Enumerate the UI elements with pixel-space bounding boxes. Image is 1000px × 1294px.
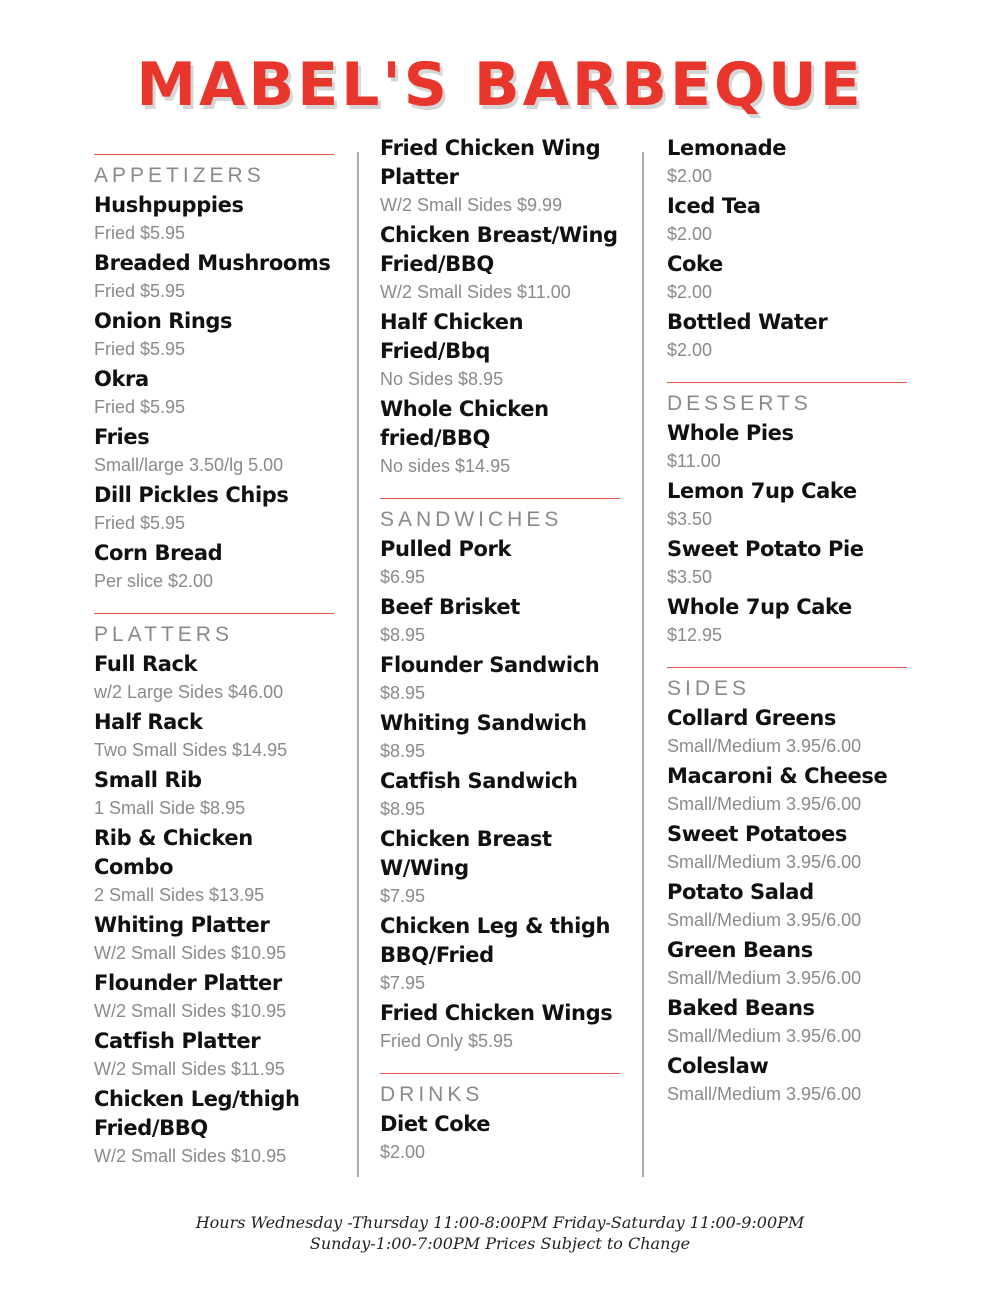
menu-item-price: Small/Medium 3.95/6.00	[667, 1084, 862, 1104]
menu-item-price: w/2 Large Sides $46.00	[94, 682, 284, 702]
menu-item	[380, 535, 620, 591]
menu-item	[667, 820, 907, 876]
menu-item-price: 1 Small Side $8.95	[94, 798, 246, 818]
section-title: SIDES	[667, 677, 751, 700]
menu-item	[94, 481, 334, 537]
menu-item-name: Potato Salad	[667, 880, 814, 904]
menu-item-name: Bottled Water	[667, 310, 828, 334]
menu-item-price: Fried $5.95	[94, 223, 186, 243]
menu-item-name: Rib & Chicken Combo	[94, 826, 253, 879]
column-divider	[357, 152, 359, 1177]
menu-item	[94, 766, 334, 822]
menu-item-name: Whole 7up Cake	[667, 595, 852, 619]
menu-item-name: Fries	[94, 425, 150, 449]
section-drinks	[380, 1073, 620, 1166]
menu-item-name: Catfish Platter	[94, 1029, 261, 1053]
menu-item	[667, 477, 907, 533]
menu-item-name: Whole Pies	[667, 421, 794, 445]
menu-item-price: Fried $5.95	[94, 281, 186, 301]
menu-item-name: Collard Greens	[667, 706, 837, 730]
menu-item-name: Onion Rings	[94, 309, 233, 333]
menu-item-name: Corn Bread	[94, 541, 223, 565]
footer-line-1: Hours Wednesday -Thursday 11:00-8:00PM Friday-Saturday 11:00-9:00PM	[195, 1213, 805, 1232]
section-platters	[94, 613, 334, 1170]
menu-item-price: No Sides $8.95	[380, 369, 504, 389]
menu-item	[94, 1027, 334, 1083]
menu-item	[380, 134, 620, 219]
menu-column-2	[380, 134, 620, 1168]
menu-item-name: Chicken Breast W/Wing	[380, 827, 552, 880]
menu-item	[667, 250, 907, 306]
section-sides	[667, 667, 907, 1108]
menu-item-price: W/2 Small Sides $9.99	[380, 195, 563, 215]
menu-item-name: Whole Chicken fried/BBQ	[380, 397, 549, 450]
section-title: DESSERTS	[667, 392, 812, 415]
section-sandwiches	[380, 498, 620, 1055]
menu-item-name: Half Chicken Fried/Bbq	[380, 310, 524, 363]
menu-item-price: Fried $5.95	[94, 397, 186, 417]
menu-item	[94, 365, 334, 421]
menu-item	[94, 307, 334, 363]
menu-item	[667, 878, 907, 934]
menu-item-price: $3.50	[667, 509, 713, 529]
menu-item-price: W/2 Small Sides $10.95	[94, 1146, 287, 1166]
menu-item	[667, 308, 907, 364]
menu-item-price: Per slice $2.00	[94, 571, 214, 591]
menu-item-price: $3.50	[667, 567, 713, 587]
menu-item-name: Small Rib	[94, 768, 202, 792]
menu-item	[380, 767, 620, 823]
menu-item-price: W/2 Small Sides $10.95	[94, 1001, 287, 1021]
menu-item	[94, 650, 334, 706]
column-divider	[642, 152, 644, 1177]
menu-item-price: $8.95	[380, 741, 426, 761]
menu-item-name: Pulled Pork	[380, 537, 512, 561]
menu-item	[667, 936, 907, 992]
hours-footer	[0, 1212, 1000, 1254]
menu-item-name: Okra	[94, 367, 149, 391]
menu-item-price: Small/large 3.50/lg 5.00	[94, 455, 284, 475]
menu-item-price: Small/Medium 3.95/6.00	[667, 968, 862, 988]
section-continued	[667, 134, 907, 364]
menu-item-price: Two Small Sides $14.95	[94, 740, 288, 760]
menu-item-price: $8.95	[380, 683, 426, 703]
menu-item	[667, 134, 907, 190]
menu-item	[380, 395, 620, 480]
menu-item-price: $2.00	[380, 1142, 426, 1162]
menu-item	[667, 994, 907, 1050]
section-title: DRINKS	[380, 1083, 484, 1106]
menu-item-name: Whiting Sandwich	[380, 711, 587, 735]
menu-item-price: No sides $14.95	[380, 456, 511, 476]
section-continued	[380, 134, 620, 480]
menu-item-name: Fried Chicken Wings	[380, 1001, 613, 1025]
menu-item-price: Fried $5.95	[94, 513, 186, 533]
menu-item-price: W/2 Small Sides $11.95	[94, 1059, 285, 1079]
menu-item	[667, 704, 907, 760]
menu-item-name: Full Rack	[94, 652, 198, 676]
menu-item	[667, 192, 907, 248]
menu-item-price: $8.95	[380, 625, 426, 645]
menu-item-name: Chicken Leg/thigh Fried/BBQ	[94, 1087, 300, 1140]
menu-item-price: $7.95	[380, 886, 426, 906]
section-desserts	[667, 382, 907, 649]
menu-item-name: Sweet Potatoes	[667, 822, 847, 846]
menu-item-name: Flounder Platter	[94, 971, 282, 995]
menu-item	[94, 969, 334, 1025]
section-appetizers	[94, 154, 334, 595]
menu-column-1	[94, 134, 334, 1172]
menu-item-price: Small/Medium 3.95/6.00	[667, 1026, 862, 1046]
menu-item-name: Fried Chicken Wing Platter	[380, 136, 601, 189]
menu-item	[380, 651, 620, 707]
menu-item-price: $2.00	[667, 340, 713, 360]
menu-item	[667, 419, 907, 475]
menu-item-price: $7.95	[380, 973, 426, 993]
menu-item	[380, 825, 620, 910]
menu-item	[94, 911, 334, 967]
menu-title: MABEL'S BARBEQUE	[136, 50, 864, 120]
menu-item-price: $2.00	[667, 166, 713, 186]
menu-item-name: Lemonade	[667, 136, 787, 160]
menu-item	[667, 593, 907, 649]
menu-item	[667, 535, 907, 591]
menu-item-price: Small/Medium 3.95/6.00	[667, 794, 862, 814]
menu-item	[380, 593, 620, 649]
menu-column-3	[667, 134, 907, 1110]
menu-item	[380, 221, 620, 306]
menu-item-price: $2.00	[667, 282, 713, 302]
menu-item	[667, 1052, 907, 1108]
menu-item-name: Green Beans	[667, 938, 813, 962]
menu-item-name: Iced Tea	[667, 194, 761, 218]
menu-item-name: Hushpuppies	[94, 193, 244, 217]
menu-item-price: Small/Medium 3.95/6.00	[667, 852, 862, 872]
menu-item-name: Coke	[667, 252, 723, 276]
menu-item-name: Sweet Potato Pie	[667, 537, 864, 561]
menu-item-price: Small/Medium 3.95/6.00	[667, 910, 862, 930]
menu-item-name: Catfish Sandwich	[380, 769, 578, 793]
menu-item-name: Half Rack	[94, 710, 203, 734]
menu-item-name: Macaroni & Cheese	[667, 764, 888, 788]
section-title: APPETIZERS	[94, 164, 265, 187]
menu-item-name: Coleslaw	[667, 1054, 769, 1078]
menu-item	[667, 762, 907, 818]
menu-item	[94, 191, 334, 247]
menu-item	[94, 539, 334, 595]
menu-item-price: $8.95	[380, 799, 426, 819]
menu-item-name: Beef Brisket	[380, 595, 520, 619]
menu-item	[94, 708, 334, 764]
menu-item-name: Dill Pickles Chips	[94, 483, 289, 507]
menu-item-price: W/2 Small Sides $11.00	[380, 282, 571, 302]
menu-item-price: $12.95	[667, 625, 723, 645]
menu-item	[380, 999, 620, 1055]
menu-item-price: Small/Medium 3.95/6.00	[667, 736, 862, 756]
menu-item	[94, 249, 334, 305]
menu-item-price: $11.00	[667, 451, 721, 471]
menu-item-name: Chicken Leg & thigh BBQ/Fried	[380, 914, 611, 967]
menu-item-name: Whiting Platter	[94, 913, 270, 937]
menu-item	[380, 1110, 620, 1166]
menu-item-name: Baked Beans	[667, 996, 815, 1020]
menu-item-name: Lemon 7up Cake	[667, 479, 857, 503]
menu-item-name: Diet Coke	[380, 1112, 491, 1136]
menu-item	[94, 824, 334, 909]
section-title: PLATTERS	[94, 623, 233, 646]
menu-item-name: Flounder Sandwich	[380, 653, 600, 677]
menu-item-price: $6.95	[380, 567, 426, 587]
menu-item-name: Chicken Breast/Wing Fried/BBQ	[380, 223, 618, 276]
menu-item-price: Fried $5.95	[94, 339, 186, 359]
menu-item	[94, 423, 334, 479]
menu-item-name: Breaded Mushrooms	[94, 251, 331, 275]
menu-item	[380, 308, 620, 393]
menu-item	[380, 709, 620, 765]
footer-line-2: Sunday-1:00-7:00PM Prices Subject to Change	[309, 1234, 691, 1253]
menu-item	[94, 1085, 334, 1170]
menu-item-price: W/2 Small Sides $10.95	[94, 943, 287, 963]
menu-item	[380, 912, 620, 997]
section-title: SANDWICHES	[380, 508, 563, 531]
menu-item-price: $2.00	[667, 224, 713, 244]
menu-item-price: Fried Only $5.95	[380, 1031, 514, 1051]
menu-item-price: 2 Small Sides $13.95	[94, 885, 265, 905]
